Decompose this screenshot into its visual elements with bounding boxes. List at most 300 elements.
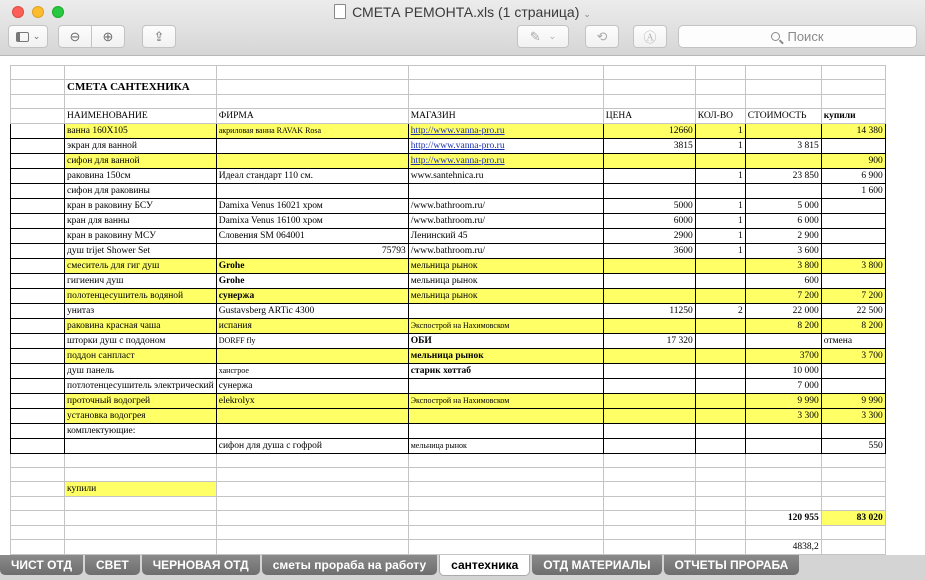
- cell[interactable]: [11, 394, 65, 409]
- cell[interactable]: [216, 424, 408, 439]
- cell[interactable]: 2: [695, 304, 745, 319]
- column-header: ЦЕНА: [603, 109, 695, 124]
- cell[interactable]: испания: [216, 319, 408, 334]
- sheet-tab[interactable]: ЧЕРНОВАЯ ОТД: [142, 555, 260, 575]
- table-row: [11, 482, 886, 497]
- cell[interactable]: [821, 468, 885, 482]
- cell[interactable]: [695, 424, 745, 439]
- cell[interactable]: мельница рынок: [408, 259, 603, 274]
- cell[interactable]: 3 600: [745, 244, 821, 259]
- cell[interactable]: [695, 540, 745, 555]
- cell[interactable]: 5000: [603, 199, 695, 214]
- cell[interactable]: [11, 439, 65, 454]
- cell[interactable]: [11, 468, 65, 482]
- table-row: [11, 394, 886, 409]
- cell[interactable]: [603, 540, 695, 555]
- cell[interactable]: шторки душ с поддоном: [65, 334, 217, 349]
- sheet-tab-bar: [0, 555, 925, 580]
- zoom-in-icon: ⊕: [102, 28, 114, 44]
- cell[interactable]: [603, 526, 695, 540]
- cell[interactable]: комплектующие:: [65, 424, 217, 439]
- cell[interactable]: 1: [695, 199, 745, 214]
- cell[interactable]: душ панель: [65, 364, 217, 379]
- cell[interactable]: [695, 154, 745, 169]
- markup-button[interactable]: [517, 25, 569, 48]
- cell[interactable]: [695, 289, 745, 304]
- cell[interactable]: Grohe: [216, 259, 408, 274]
- cell[interactable]: [603, 319, 695, 334]
- cell[interactable]: [603, 482, 695, 497]
- cell[interactable]: 22 500: [821, 304, 885, 319]
- table-row: [11, 349, 886, 364]
- cell[interactable]: сифон для ванной: [65, 154, 217, 169]
- cell[interactable]: [11, 454, 65, 468]
- cell[interactable]: 5 000: [745, 199, 821, 214]
- table-row: [11, 229, 886, 244]
- cell[interactable]: [65, 497, 217, 511]
- column-header: КОЛ-ВО: [695, 109, 745, 124]
- cell[interactable]: [11, 409, 65, 424]
- cell[interactable]: 9 990: [745, 394, 821, 409]
- share-button[interactable]: [142, 25, 176, 48]
- cell[interactable]: [695, 274, 745, 289]
- cell[interactable]: 17 320: [603, 334, 695, 349]
- cell[interactable]: 12660: [603, 124, 695, 139]
- cell[interactable]: [65, 540, 217, 555]
- cell[interactable]: 1: [695, 124, 745, 139]
- table-row: [11, 184, 886, 199]
- cell[interactable]: [695, 439, 745, 454]
- table-row: [11, 244, 886, 259]
- cell[interactable]: [821, 497, 885, 511]
- cell[interactable]: [11, 214, 65, 229]
- cell[interactable]: [216, 454, 408, 468]
- cell[interactable]: 2900: [603, 229, 695, 244]
- cell[interactable]: [603, 409, 695, 424]
- sheet-tab[interactable]: ОТД МАТЕРИАЛЫ: [532, 555, 661, 575]
- cell[interactable]: [408, 379, 603, 394]
- sidebar-icon: [16, 32, 29, 42]
- cell[interactable]: смеситель для гиг душ: [65, 259, 217, 274]
- cell[interactable]: 8 200: [745, 319, 821, 334]
- search-icon: [771, 32, 780, 41]
- cell[interactable]: 7 200: [821, 289, 885, 304]
- cell[interactable]: [745, 124, 821, 139]
- cell[interactable]: [603, 289, 695, 304]
- cell[interactable]: [11, 497, 65, 511]
- cell[interactable]: [408, 304, 603, 319]
- cell[interactable]: [603, 349, 695, 364]
- cell[interactable]: [408, 468, 603, 482]
- cell[interactable]: 11250: [603, 304, 695, 319]
- cell[interactable]: [408, 526, 603, 540]
- cell[interactable]: Экспострой на Нахимовском: [408, 394, 603, 409]
- cell[interactable]: [408, 454, 603, 468]
- cell[interactable]: [695, 334, 745, 349]
- table-row: [11, 468, 886, 482]
- cell[interactable]: [603, 274, 695, 289]
- cell[interactable]: [11, 511, 65, 526]
- cell[interactable]: [11, 139, 65, 154]
- table-row: [11, 454, 886, 468]
- cell[interactable]: экран для ванной: [65, 139, 217, 154]
- cell[interactable]: [11, 526, 65, 540]
- cell[interactable]: 23 850: [745, 169, 821, 184]
- cell[interactable]: сифон для душа с гофрой: [216, 439, 408, 454]
- cell[interactable]: [821, 199, 885, 214]
- title-bar: [0, 0, 925, 56]
- cell[interactable]: [11, 229, 65, 244]
- chevron-down-icon: ⌄: [32, 31, 41, 41]
- cell[interactable]: [603, 394, 695, 409]
- cell[interactable]: 3 300: [821, 409, 885, 424]
- cell[interactable]: [603, 364, 695, 379]
- cell[interactable]: [821, 214, 885, 229]
- cell[interactable]: 6 000: [745, 214, 821, 229]
- cell[interactable]: [821, 139, 885, 154]
- column-header: ФИРМА: [216, 109, 408, 124]
- table-row: [11, 379, 886, 394]
- cell[interactable]: [745, 468, 821, 482]
- column-header: СТОИМОСТЬ: [745, 109, 821, 124]
- cell[interactable]: Экспострой на Нахимовском: [408, 319, 603, 334]
- cell[interactable]: 1: [695, 244, 745, 259]
- cell[interactable]: Ленинский 45: [408, 229, 603, 244]
- cell[interactable]: 3 800: [821, 259, 885, 274]
- cell[interactable]: 120 955: [745, 511, 821, 526]
- table-row: [11, 540, 886, 555]
- cell[interactable]: [11, 364, 65, 379]
- cell[interactable]: [603, 468, 695, 482]
- cell[interactable]: [695, 394, 745, 409]
- cell[interactable]: [821, 379, 885, 394]
- cell[interactable]: [216, 139, 408, 154]
- cell[interactable]: [216, 526, 408, 540]
- cell[interactable]: http://www.vanna-pro.ru: [408, 124, 603, 139]
- cell[interactable]: раковина красная чаша: [65, 319, 217, 334]
- cell[interactable]: [695, 409, 745, 424]
- cell[interactable]: [11, 184, 65, 199]
- cell[interactable]: сунержа: [216, 289, 408, 304]
- table-row: [11, 124, 886, 139]
- cell[interactable]: [745, 482, 821, 497]
- cell[interactable]: [11, 169, 65, 184]
- table-row: [11, 497, 886, 511]
- cell[interactable]: 600: [745, 274, 821, 289]
- cell[interactable]: поддон санпласт: [65, 349, 217, 364]
- cell[interactable]: [11, 482, 65, 497]
- annotate-icon: Ⓐ: [643, 30, 657, 45]
- cell[interactable]: Словения SM 064001: [216, 229, 408, 244]
- cell[interactable]: [603, 439, 695, 454]
- cell[interactable]: 3700: [745, 349, 821, 364]
- cell[interactable]: 7 000: [745, 379, 821, 394]
- cell[interactable]: Gustavsberg ARTic 4300: [216, 304, 408, 319]
- window-title[interactable]: [0, 4, 925, 20]
- cell[interactable]: 8 200: [821, 319, 885, 334]
- cell[interactable]: [603, 154, 695, 169]
- cell[interactable]: [216, 154, 408, 169]
- spreadsheet-grid: [10, 65, 886, 555]
- cell[interactable]: потлотенцесушитель электрический: [65, 379, 217, 394]
- cell[interactable]: [408, 184, 603, 199]
- cell[interactable]: 4838,2: [745, 540, 821, 555]
- cell[interactable]: Damixa Venus 16021 хром: [216, 199, 408, 214]
- share-icon: ⇪: [153, 28, 165, 44]
- cell[interactable]: 3815: [603, 139, 695, 154]
- cell[interactable]: [216, 511, 408, 526]
- cell[interactable]: [11, 334, 65, 349]
- cell[interactable]: [745, 439, 821, 454]
- cell[interactable]: полотенцесушитель водяной: [65, 289, 217, 304]
- cell[interactable]: унитаз: [65, 304, 217, 319]
- cell[interactable]: [695, 497, 745, 511]
- sheet-tab[interactable]: СВЕТ: [85, 555, 140, 575]
- cell[interactable]: 2 900: [745, 229, 821, 244]
- cell[interactable]: [408, 482, 603, 497]
- cell[interactable]: мельница рынок: [408, 439, 603, 454]
- cell[interactable]: [65, 454, 217, 468]
- cell[interactable]: кран в раковину МСУ: [65, 229, 217, 244]
- table-row: [11, 511, 886, 526]
- column-header: НАИМЕНОВАНИЕ: [65, 109, 217, 124]
- cell[interactable]: [821, 482, 885, 497]
- cell[interactable]: [65, 511, 217, 526]
- cell[interactable]: [745, 424, 821, 439]
- cell[interactable]: [408, 511, 603, 526]
- cell[interactable]: 900: [821, 154, 885, 169]
- cell[interactable]: /www.bathroom.ru/: [408, 244, 603, 259]
- cell[interactable]: [216, 482, 408, 497]
- cell[interactable]: [11, 274, 65, 289]
- cell[interactable]: elekrolyx: [216, 394, 408, 409]
- chevron-down-icon: ⌄: [583, 9, 591, 19]
- cell[interactable]: [11, 319, 65, 334]
- cell[interactable]: [745, 184, 821, 199]
- cell[interactable]: [695, 364, 745, 379]
- cell[interactable]: 10 000: [745, 364, 821, 379]
- cell[interactable]: [695, 468, 745, 482]
- cell[interactable]: 3600: [603, 244, 695, 259]
- cell[interactable]: сифон для раковины: [65, 184, 217, 199]
- cell[interactable]: [65, 468, 217, 482]
- cell[interactable]: [821, 540, 885, 555]
- cell[interactable]: [11, 199, 65, 214]
- cell[interactable]: раковина 150см: [65, 169, 217, 184]
- cell[interactable]: 1: [695, 229, 745, 244]
- cell[interactable]: [11, 424, 65, 439]
- cell[interactable]: [695, 349, 745, 364]
- cell[interactable]: [603, 497, 695, 511]
- cell[interactable]: 9 990: [821, 394, 885, 409]
- cell[interactable]: [745, 497, 821, 511]
- zoom-in-button[interactable]: [91, 25, 125, 48]
- cell[interactable]: 1 600: [821, 184, 885, 199]
- cell[interactable]: кран для ванны: [65, 214, 217, 229]
- cell[interactable]: [821, 274, 885, 289]
- cell[interactable]: [603, 169, 695, 184]
- cell[interactable]: [408, 497, 603, 511]
- sheet-tab[interactable]: сметы прораба на работу: [262, 555, 437, 575]
- cell[interactable]: 14 380: [821, 124, 885, 139]
- table-row: [11, 259, 886, 274]
- cell[interactable]: [11, 259, 65, 274]
- cell[interactable]: [65, 526, 217, 540]
- cell[interactable]: Grohe: [216, 274, 408, 289]
- cell[interactable]: 1: [695, 139, 745, 154]
- cell[interactable]: [11, 124, 65, 139]
- cell[interactable]: [603, 454, 695, 468]
- table-row: [11, 139, 886, 154]
- cell[interactable]: [603, 184, 695, 199]
- column-header: купили: [821, 109, 885, 124]
- cell[interactable]: 1: [695, 214, 745, 229]
- cell[interactable]: http://www.vanna-pro.ru: [408, 154, 603, 169]
- cell[interactable]: [821, 364, 885, 379]
- table-row: [11, 304, 886, 319]
- cell[interactable]: [821, 526, 885, 540]
- cell[interactable]: [603, 424, 695, 439]
- cell[interactable]: /www.bathroom.ru/: [408, 214, 603, 229]
- cell[interactable]: [821, 244, 885, 259]
- cell[interactable]: [216, 468, 408, 482]
- cell[interactable]: [11, 154, 65, 169]
- cell[interactable]: [695, 454, 745, 468]
- table-row: [11, 319, 886, 334]
- table-row: [11, 199, 886, 214]
- cell[interactable]: 22 000: [745, 304, 821, 319]
- cell[interactable]: [695, 482, 745, 497]
- cell[interactable]: [603, 379, 695, 394]
- cell[interactable]: проточный водогрей: [65, 394, 217, 409]
- cell[interactable]: [11, 304, 65, 319]
- table-row: [11, 154, 886, 169]
- cell[interactable]: ОБИ: [408, 334, 603, 349]
- zoom-out-button[interactable]: [58, 25, 92, 48]
- cell[interactable]: [695, 526, 745, 540]
- cell[interactable]: [408, 409, 603, 424]
- cell[interactable]: кран в раковину БСУ: [65, 199, 217, 214]
- cell[interactable]: 1: [695, 169, 745, 184]
- sheet-tab[interactable]: ЧИСТ ОТД: [0, 555, 83, 575]
- cell[interactable]: [216, 349, 408, 364]
- cell[interactable]: [821, 424, 885, 439]
- table-row: [11, 409, 886, 424]
- cell[interactable]: 83 020: [821, 511, 885, 526]
- cell[interactable]: 550: [821, 439, 885, 454]
- cell[interactable]: [745, 454, 821, 468]
- column-header: МАГАЗИН: [408, 109, 603, 124]
- cell[interactable]: купили: [65, 482, 217, 497]
- table-row: [11, 439, 886, 454]
- cell[interactable]: [695, 511, 745, 526]
- cell[interactable]: сунержа: [216, 379, 408, 394]
- cell[interactable]: [821, 454, 885, 468]
- table-row: [11, 214, 886, 229]
- table-row: [11, 289, 886, 304]
- cell[interactable]: 3 300: [745, 409, 821, 424]
- cell[interactable]: 3 800: [745, 259, 821, 274]
- cell[interactable]: мельница рынок: [408, 289, 603, 304]
- cell[interactable]: 6000: [603, 214, 695, 229]
- cell[interactable]: [11, 66, 65, 80]
- cell[interactable]: [11, 80, 65, 95]
- sidebar-toggle-button[interactable]: [8, 25, 48, 48]
- sheet-tab[interactable]: сантехника: [439, 555, 530, 576]
- chevron-down-icon: ⌄: [548, 31, 557, 41]
- cell[interactable]: мельница рынок: [408, 274, 603, 289]
- cell[interactable]: хансгрое: [216, 364, 408, 379]
- cell[interactable]: [216, 184, 408, 199]
- cell[interactable]: старик хоттаб: [408, 364, 603, 379]
- cell[interactable]: 7 200: [745, 289, 821, 304]
- search-placeholder: Поиск: [787, 29, 824, 44]
- header-row: [11, 109, 886, 124]
- cell[interactable]: акриловая ванна RAVAK Rosa: [216, 124, 408, 139]
- cell[interactable]: [408, 424, 603, 439]
- cell[interactable]: [745, 526, 821, 540]
- table-row: [11, 274, 886, 289]
- cell[interactable]: Damixa Venus 16100 хром: [216, 214, 408, 229]
- cell[interactable]: www.santehnica.ru: [408, 169, 603, 184]
- cell[interactable]: [65, 439, 217, 454]
- cell[interactable]: гигиенич душ: [65, 274, 217, 289]
- cell[interactable]: [216, 497, 408, 511]
- table-row: [11, 364, 886, 379]
- cell[interactable]: ванна 160X105: [65, 124, 217, 139]
- annotate-button[interactable]: [633, 25, 667, 48]
- cell[interactable]: [11, 540, 65, 555]
- cell[interactable]: [695, 319, 745, 334]
- cell[interactable]: 3 815: [745, 139, 821, 154]
- cell[interactable]: [745, 334, 821, 349]
- rotate-button[interactable]: [585, 25, 619, 48]
- cell[interactable]: установка водогрея: [65, 409, 217, 424]
- cell[interactable]: [603, 259, 695, 274]
- cell[interactable]: [11, 349, 65, 364]
- table-row: [11, 526, 886, 540]
- rotate-icon: ⟲: [596, 28, 608, 44]
- sheet-tab[interactable]: ОТЧЕТЫ ПРОРАБА: [664, 555, 800, 575]
- cell[interactable]: [695, 184, 745, 199]
- search-field[interactable]: [678, 25, 917, 48]
- cell[interactable]: http://www.vanna-pro.ru: [408, 139, 603, 154]
- cell[interactable]: [695, 379, 745, 394]
- cell[interactable]: [11, 289, 65, 304]
- cell[interactable]: [745, 154, 821, 169]
- cell[interactable]: Идеал стандарт 110 см.: [216, 169, 408, 184]
- cell[interactable]: 75793: [216, 244, 408, 259]
- cell[interactable]: /www.bathroom.ru/: [408, 199, 603, 214]
- cell[interactable]: [408, 540, 603, 555]
- cell[interactable]: [821, 229, 885, 244]
- cell[interactable]: мельница рынок: [408, 349, 603, 364]
- cell[interactable]: [11, 379, 65, 394]
- cell[interactable]: [216, 409, 408, 424]
- cell[interactable]: [603, 511, 695, 526]
- cell[interactable]: отмена: [821, 334, 885, 349]
- cell[interactable]: DORFF fly: [216, 334, 408, 349]
- cell[interactable]: душ trijet Shower Set: [65, 244, 217, 259]
- table-row: [11, 424, 886, 439]
- cell[interactable]: 6 900: [821, 169, 885, 184]
- cell[interactable]: [216, 540, 408, 555]
- cell[interactable]: 3 700: [821, 349, 885, 364]
- window-title-text: СМЕТА РЕМОНТА.xls (1 страница): [352, 4, 580, 20]
- cell[interactable]: [695, 259, 745, 274]
- document-icon: [334, 4, 346, 19]
- cell[interactable]: [11, 244, 65, 259]
